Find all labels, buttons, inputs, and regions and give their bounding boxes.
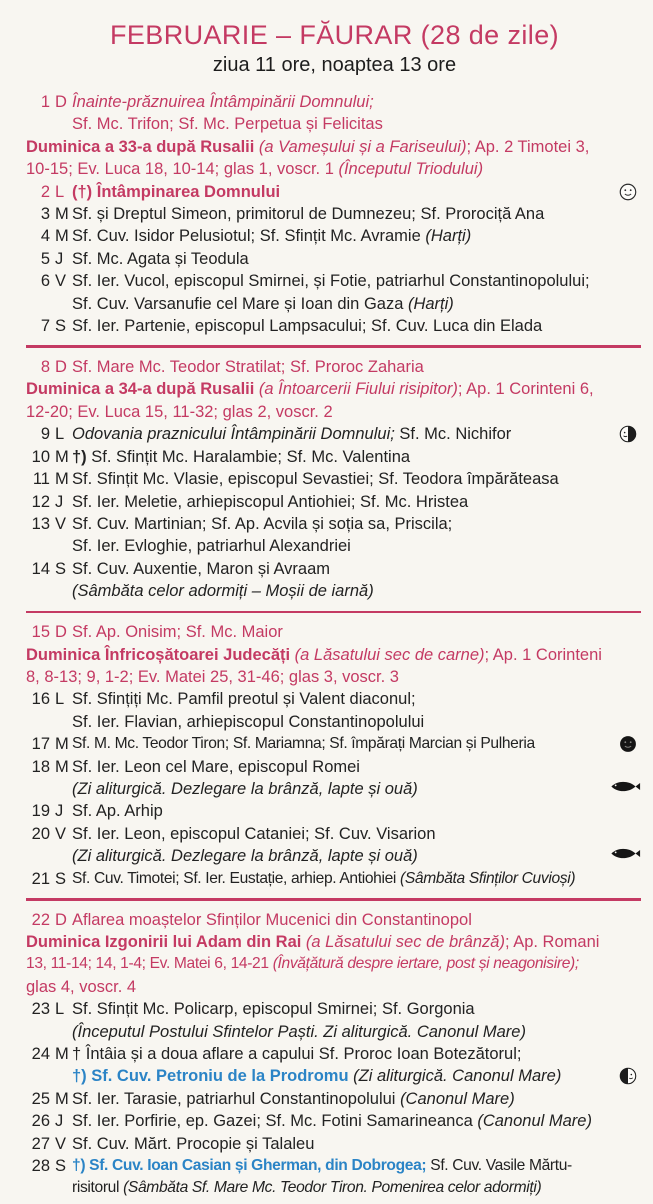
text-segment: (Începutul Triodului) xyxy=(338,160,484,179)
text-segment: Sf. Sfințit Mc. Vlasie, episcopul Sevastiei; Sf. Teodora împărăteasa xyxy=(72,470,559,489)
text-segment: Sf. Ier. Leon, episcopul Cataniei; Sf. Cuv. Visarion xyxy=(72,824,436,843)
text-segment: (a Lăsatului sec de carne) xyxy=(294,645,485,664)
day-label xyxy=(28,491,70,513)
text-segment: Aflarea moaștelor Sfinților Mucenici din Constantinopol xyxy=(72,910,472,929)
day-row-7 xyxy=(26,315,643,337)
day-label xyxy=(28,270,70,292)
text-segment: (Zi aliturgică. Dezlegare la brânză, lapte și ouă) xyxy=(72,779,418,798)
text-segment: Sf. M. Mc. Teodor Tiron; Sf. Mariamna; Sf. împărați Marcian și Pulheria xyxy=(72,735,535,753)
calendar-line xyxy=(72,756,643,778)
day-row-27 xyxy=(26,1133,643,1155)
day-number: 25 xyxy=(31,1089,50,1108)
text-segment: (Sâmbăta celor adormiți – Moșii de iarnă) xyxy=(72,582,374,601)
day-of-week-letter: S xyxy=(55,317,67,336)
text-segment: 10-15; Ev. Luca 18, 10-14; glas 1, voscr. 1 xyxy=(26,160,339,179)
day-row-4 xyxy=(26,225,643,247)
day-number: 6 xyxy=(40,272,50,291)
day-of-week-letter: M xyxy=(55,1089,69,1108)
day-number: 22 xyxy=(31,910,50,929)
calendar-line xyxy=(72,688,643,710)
day-label xyxy=(28,800,70,822)
day-row-25 xyxy=(26,1088,643,1110)
day-of-week-letter: M xyxy=(55,470,69,489)
day-number: 27 xyxy=(31,1134,50,1153)
text-segment: Duminica a 34-a după Rusalii xyxy=(26,380,259,399)
day-of-week-letter: J xyxy=(55,802,64,821)
calendar-line xyxy=(72,1110,643,1132)
first-quarter-icon xyxy=(619,1067,637,1085)
text-segment: (†) Întâmpinarea Domnului xyxy=(72,182,281,201)
day-row-16 xyxy=(26,688,643,733)
day-row-26 xyxy=(26,1110,643,1132)
calendar-line xyxy=(72,315,643,337)
day-row-5 xyxy=(26,248,643,270)
text-segment: Sf. Mc. Agata și Teodula xyxy=(72,249,249,268)
calendar-line xyxy=(72,580,643,602)
day-of-week-letter: S xyxy=(55,869,67,888)
day-of-week-letter: L xyxy=(55,182,65,201)
text-segment: † Întâia și a doua aflare a capului Sf. Proroc Ioan Botezătorul; xyxy=(72,1045,522,1064)
text-segment: Sf. Ier. Porfirie, ep. Gazei; Sf. Mc. Fotini Samarineanca xyxy=(72,1112,478,1131)
day-row-11 xyxy=(26,468,643,490)
day-label xyxy=(28,446,70,468)
calendar-line xyxy=(72,91,643,113)
day-label xyxy=(28,1110,70,1132)
calendar-line xyxy=(72,1155,643,1177)
text-segment: (Învățătură despre iertare, post și neagonisire); xyxy=(272,955,579,973)
calendar-line xyxy=(26,931,643,953)
day-label xyxy=(28,315,70,337)
day-of-week-letter: V xyxy=(55,824,67,843)
calendar-line xyxy=(26,136,643,158)
text-segment: Sf. Cuv. Timotei; Sf. Ier. Eustație, arhiep. Antiohiei xyxy=(72,869,401,887)
calendar-line xyxy=(72,800,643,822)
calendar-line xyxy=(72,446,643,468)
text-segment: †) xyxy=(72,447,92,466)
day-row-12 xyxy=(26,491,643,513)
text-segment: †) Sf. Cuv. Petroniu de la Prodromu xyxy=(72,1067,354,1086)
sunday-heading xyxy=(26,644,643,689)
calendar-line xyxy=(72,909,643,931)
day-of-week-letter: J xyxy=(55,492,64,511)
day-of-week-letter: V xyxy=(55,1134,67,1153)
day-row-21 xyxy=(26,868,643,890)
day-of-week-letter: M xyxy=(55,757,69,776)
sunday-heading xyxy=(26,931,643,998)
day-number: 7 xyxy=(40,317,50,336)
day-of-week-letter: L xyxy=(55,425,65,444)
calendar-line xyxy=(72,113,643,135)
day-number: 3 xyxy=(40,205,50,224)
day-row-23 xyxy=(26,998,643,1043)
calendar-line xyxy=(72,181,643,203)
day-label xyxy=(28,1133,70,1155)
day-label xyxy=(28,181,70,203)
text-segment: †) Sf. Cuv. Ioan Casian și Gherman, din Dobrogea; xyxy=(72,1157,427,1175)
day-row-22 xyxy=(26,909,643,931)
week-separator xyxy=(26,345,641,348)
day-of-week-letter: S xyxy=(55,559,67,578)
day-label xyxy=(28,1155,70,1177)
day-of-week-letter: M xyxy=(55,735,69,754)
calendar-line xyxy=(72,1177,643,1199)
text-segment: (Zi aliturgică. Canonul Mare) xyxy=(353,1067,562,1086)
calendar-line xyxy=(72,535,643,557)
text-segment: risitorul xyxy=(72,1179,124,1197)
calendar-line xyxy=(72,868,643,890)
day-number: 1 xyxy=(40,93,50,111)
text-segment: Duminica Izgonirii lui Adam din Rai xyxy=(26,933,306,951)
calendar-line xyxy=(26,158,643,180)
text-segment: Sf. Ier. Meletie, arhiepiscopul Antiohiei; Sf. Mc. Hristea xyxy=(72,492,469,511)
day-number: 19 xyxy=(31,802,50,821)
text-segment: Sf. Ier. Flavian, arhiepiscopul Constantinopolului xyxy=(72,712,425,731)
text-segment: ; Ap. 1 Corinteni xyxy=(484,645,602,664)
text-segment: 8, 8-13; 9, 1-2; Ev. Matei 25, 31-46; glas 3, voscr. 3 xyxy=(26,667,399,686)
day-row-28 xyxy=(26,1155,643,1200)
day-number: 24 xyxy=(31,1045,50,1064)
calendar-line xyxy=(72,513,643,535)
calendar-body xyxy=(26,91,643,1200)
calendar-line xyxy=(72,293,643,315)
day-number: 26 xyxy=(31,1112,50,1131)
text-segment: ; Ap. Romani xyxy=(504,933,600,951)
text-segment: Sf. Mc. Nichifor xyxy=(394,425,512,444)
text-segment: (Începutul Postului Sfintelor Paști. Zi aliturgică. Canonul Mare) xyxy=(72,1022,526,1041)
day-number: 13 xyxy=(31,514,50,533)
sunday-heading xyxy=(26,378,643,423)
text-segment: ; Ap. 2 Timotei 3, xyxy=(466,137,590,156)
calendar-line xyxy=(72,711,643,733)
calendar-line xyxy=(26,953,643,975)
day-of-week-letter: V xyxy=(55,272,67,291)
calendar-line xyxy=(72,1065,643,1087)
day-of-week-letter: D xyxy=(55,358,67,377)
day-label xyxy=(28,203,70,225)
day-row-15 xyxy=(26,621,643,643)
day-label xyxy=(28,91,70,113)
day-label xyxy=(28,248,70,270)
text-segment: (a Întoarcerii Fiului risipitor) xyxy=(258,380,458,399)
text-segment: Sf. Sfințit Mc. Policarp, episcopul Smirnei; Sf. Gorgonia xyxy=(72,1000,475,1019)
day-label xyxy=(28,468,70,490)
fish-icon xyxy=(610,780,641,793)
text-segment: Sf. Ier. Partenie, episcopul Lampsacului; Sf. Cuv. Luca din Elada xyxy=(72,317,543,336)
calendar-line xyxy=(72,423,643,445)
day-of-week-letter: D xyxy=(55,623,67,642)
day-number: 16 xyxy=(31,690,50,709)
week-separator xyxy=(26,898,641,901)
day-number: 4 xyxy=(40,227,50,246)
day-of-week-letter: S xyxy=(55,1157,67,1176)
sunday-heading xyxy=(26,136,643,181)
day-number: 9 xyxy=(40,425,50,444)
text-segment: 12-20; Ev. Luca 15, 11-32; glas 2, voscr. 2 xyxy=(26,402,333,421)
day-of-week-letter: D xyxy=(55,93,67,111)
calendar-line xyxy=(72,558,643,580)
day-label xyxy=(28,756,70,778)
calendar-line xyxy=(26,644,643,666)
day-row-17 xyxy=(26,733,643,755)
day-row-10 xyxy=(26,446,643,468)
text-segment: Sf. Cuv. Mărt. Procopie și Talaleu xyxy=(72,1134,315,1153)
calendar-line xyxy=(26,378,643,400)
calendar-line xyxy=(72,998,643,1020)
day-label xyxy=(28,998,70,1020)
day-number: 8 xyxy=(40,358,50,377)
text-segment: Sf. Cuv. Varsanufie cel Mare și Ioan din Gaza xyxy=(72,294,408,313)
text-segment: (Canonul Mare) xyxy=(477,1112,592,1131)
calendar-line xyxy=(72,225,643,247)
calendar-line xyxy=(26,666,643,688)
day-row-6 xyxy=(26,270,643,315)
day-label xyxy=(28,225,70,247)
page-subtitle: ziua 11 ore, noaptea 13 ore xyxy=(212,54,457,76)
day-number: 17 xyxy=(31,735,50,754)
text-segment: Duminica a 33-a după Rusalii xyxy=(26,137,259,156)
day-row-20 xyxy=(26,823,643,868)
text-segment: Odovania praznicului Întâmpinării Domnului; xyxy=(72,425,395,444)
day-label xyxy=(28,423,70,445)
fish-icon xyxy=(610,847,641,860)
calendar-line xyxy=(72,1021,643,1043)
text-segment: Sf. Ier. Vucol, episcopul Smirnei, și Fotie, patriarhul Constantinopolului; xyxy=(72,272,590,291)
day-of-week-letter: M xyxy=(55,205,69,224)
new-moon-icon xyxy=(619,735,637,753)
calendar-line xyxy=(72,1133,643,1155)
day-row-19 xyxy=(26,800,643,822)
day-label xyxy=(28,909,70,931)
day-number: 2 xyxy=(40,182,50,201)
day-number: 28 xyxy=(31,1157,50,1176)
day-number: 14 xyxy=(31,559,50,578)
day-number: 18 xyxy=(31,757,50,776)
calendar-line xyxy=(72,491,643,513)
calendar-line xyxy=(72,356,643,378)
day-label xyxy=(28,1088,70,1110)
text-segment: Sf. Ap. Onisim; Sf. Mc. Maior xyxy=(72,623,283,642)
text-segment: (Harți) xyxy=(407,294,454,313)
day-of-week-letter: L xyxy=(55,690,65,709)
calendar-line xyxy=(72,1088,643,1110)
calendar-line xyxy=(72,203,643,225)
calendar-line xyxy=(72,270,643,292)
day-number: 20 xyxy=(31,824,50,843)
text-segment: (Zi aliturgică. Dezlegare la brânză, lapte și ouă) xyxy=(72,847,418,866)
day-row-9 xyxy=(26,423,643,445)
day-row-24 xyxy=(26,1043,643,1088)
day-label xyxy=(28,513,70,535)
day-row-1 xyxy=(26,91,643,136)
text-segment: Sf. Ier. Tarasie, patriarhul Constantinopolului xyxy=(72,1089,401,1108)
day-row-13 xyxy=(26,513,643,558)
text-segment: (Harți) xyxy=(425,227,472,246)
day-row-3 xyxy=(26,203,643,225)
day-of-week-letter: J xyxy=(55,1112,64,1131)
day-number: 23 xyxy=(31,1000,50,1019)
text-segment: 13, 11-14; 14, 1-4; Ev. Matei 6, 14-21 xyxy=(26,955,273,973)
calendar-line xyxy=(26,976,643,998)
text-segment: (Sâmbăta Sf. Mare Mc. Teodor Tiron. Pomenirea celor adormiți) xyxy=(123,1179,542,1197)
text-segment: Sf. Cuv. Vasile Mărtu- xyxy=(426,1157,572,1175)
day-label xyxy=(28,868,70,890)
calendar-line xyxy=(72,733,643,755)
calendar-line xyxy=(72,621,643,643)
page-title: FEBRUARIE – FĂURAR (28 de zile) xyxy=(109,20,559,50)
calendar-line xyxy=(72,1043,643,1065)
text-segment: Sf. Mare Mc. Teodor Stratilat; Sf. Proroc Zaharia xyxy=(72,358,424,377)
day-label xyxy=(28,688,70,710)
text-segment: Sf. Mc. Trifon; Sf. Mc. Perpetua și Felicitas xyxy=(72,115,383,134)
calendar-line xyxy=(72,468,643,490)
text-segment: (Canonul Mare) xyxy=(400,1089,515,1108)
day-of-week-letter: M xyxy=(55,1045,69,1064)
text-segment: Sf. și Dreptul Simeon, primitorul de Dumnezeu; Sf. Prorociță Ana xyxy=(72,205,545,224)
day-number: 10 xyxy=(31,447,50,466)
last-quarter-icon xyxy=(619,425,637,443)
day-of-week-letter: M xyxy=(55,447,69,466)
text-segment: (Sâmbăta Sfinților Cuvioși) xyxy=(400,869,576,887)
text-segment: (a Lăsatului sec de brânză) xyxy=(305,933,505,951)
calendar-line xyxy=(72,778,643,800)
day-label xyxy=(28,823,70,845)
day-of-week-letter: D xyxy=(55,910,67,929)
text-segment: (a Vameșului și a Fariseului) xyxy=(258,137,467,156)
day-row-14 xyxy=(26,558,643,603)
text-segment: Sf. Sfințit Mc. Haralambie; Sf. Mc. Valentina xyxy=(91,447,411,466)
text-segment: Înainte-prăznuirea Întâmpinării Domnului; xyxy=(72,93,374,111)
text-segment: Sf. Cuv. Auxentie, Maron și Avraam xyxy=(72,559,331,578)
day-label xyxy=(28,558,70,580)
day-of-week-letter: L xyxy=(55,1000,65,1019)
week-separator xyxy=(26,611,641,614)
day-number: 12 xyxy=(31,492,50,511)
day-of-week-letter: J xyxy=(55,249,64,268)
full-moon-icon xyxy=(619,183,637,201)
day-number: 11 xyxy=(32,470,50,489)
text-segment: Duminica Înfricoșătoarei Judecăți xyxy=(26,645,295,664)
text-segment: Sf. Ier. Leon cel Mare, episcopul Romei xyxy=(72,757,360,776)
day-label xyxy=(28,356,70,378)
text-segment: glas 4, voscr. 4 xyxy=(26,977,137,996)
day-number: 5 xyxy=(40,249,50,268)
day-number: 21 xyxy=(31,869,50,888)
day-row-8 xyxy=(26,356,643,378)
calendar-line xyxy=(72,248,643,270)
calendar-line xyxy=(72,845,643,867)
calendar-line xyxy=(72,823,643,845)
day-label xyxy=(28,621,70,643)
calendar-line xyxy=(26,401,643,423)
day-of-week-letter: V xyxy=(55,514,67,533)
day-of-week-letter: M xyxy=(55,227,69,246)
day-label xyxy=(28,1043,70,1065)
day-label xyxy=(28,733,70,755)
text-segment: Sf. Sfințiți Mc. Pamfil preotul și Valent diaconul; xyxy=(72,690,416,709)
day-number: 15 xyxy=(31,623,50,642)
text-segment: Sf. Ap. Arhip xyxy=(72,802,163,821)
day-row-2 xyxy=(26,181,643,203)
text-segment: Sf. Cuv. Martinian; Sf. Ap. Acvila și soția sa, Priscila; xyxy=(72,514,453,533)
text-segment: Sf. Ier. Evloghie, patriarhul Alexandriei xyxy=(72,537,351,556)
day-row-18 xyxy=(26,756,643,801)
text-segment: ; Ap. 1 Corinteni 6, xyxy=(457,380,594,399)
text-segment: Sf. Cuv. Isidor Pelusiotul; Sf. Sfințit Mc. Avramie xyxy=(72,227,426,246)
